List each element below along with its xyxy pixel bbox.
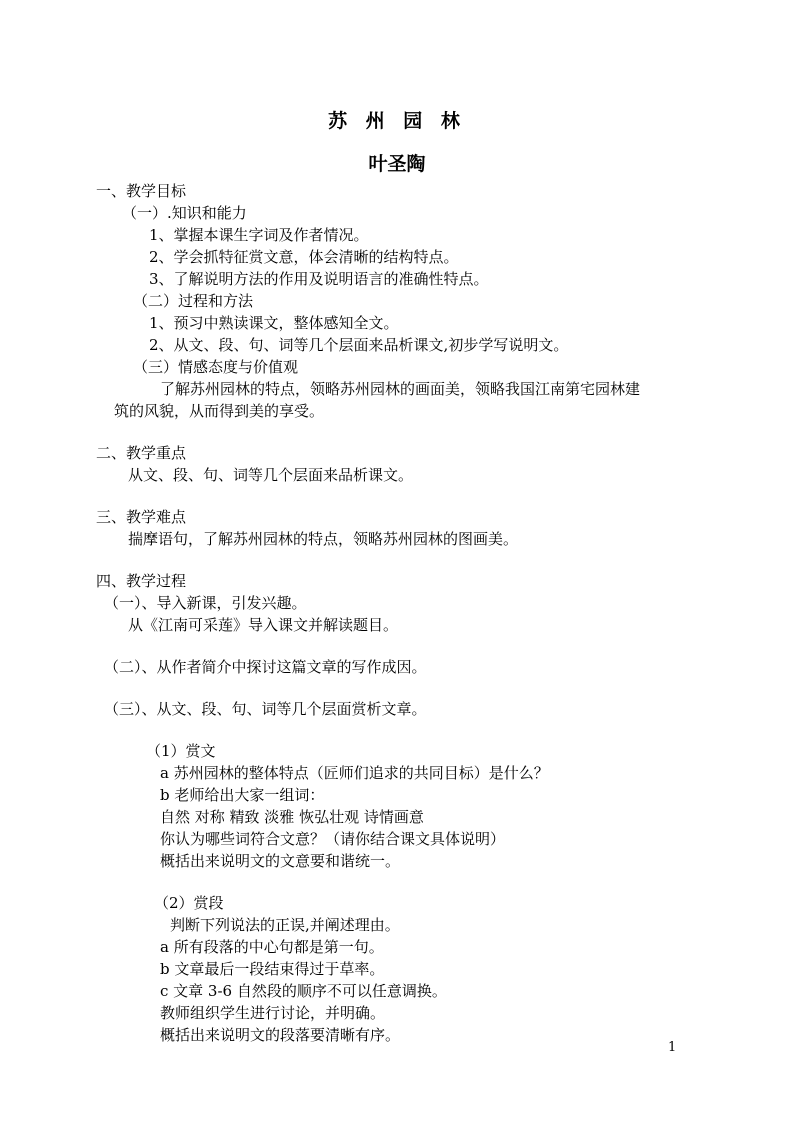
step-heading: （一）、导入新课，引发兴趣。	[104, 594, 307, 612]
list-item: 3、了解说明方法的作用及说明语言的准确性特点。	[149, 270, 489, 288]
list-item: b 老师给出大家一组词：	[160, 786, 325, 804]
list-item: b 文章最后一段结束得过于草率。	[160, 960, 385, 978]
paragraph-line: 从文、段、句、词等几个层面来品析课文。	[128, 466, 414, 484]
section-heading-process: 四、教学过程	[96, 572, 187, 590]
page-number: 1	[668, 1040, 677, 1055]
paragraph-line: 了解苏州园林的特点，领略苏州园林的画面美，领略我国江南第宅园林建	[160, 380, 641, 398]
paragraph-line: 教师组织学生进行讨论，并明确。	[160, 1004, 386, 1022]
subsection-heading: （2）赏段	[154, 894, 224, 912]
paragraph-line: 概括出来说明文的文意要和谐统一。	[160, 852, 401, 870]
list-item: a 所有段落的中心句都是第一句。	[160, 938, 384, 956]
subsection-heading: （1）赏文	[146, 742, 216, 760]
paragraph-line: 筑的风貌，从而得到美的享受。	[114, 402, 325, 420]
section-heading-key-points: 二、教学重点	[96, 444, 187, 462]
list-item: c 文章 3-6 自然段的顺序不可以任意调换。	[160, 982, 447, 1000]
word-list: 自然 对称 精致 淡雅 恢弘壮观 诗情画意	[160, 808, 424, 826]
list-item: 1、掌握本课生字词及作者情况。	[149, 226, 369, 244]
step-heading: （二）、从作者简介中探讨这篇文章的写作成因。	[104, 658, 427, 676]
document-title: 苏 州 园 林	[328, 110, 466, 132]
paragraph-line: 揣摩语句，了解苏州园林的特点，领略苏州园林的图画美。	[128, 530, 519, 548]
list-item: 1、预习中熟读课文，整体感知全文。	[149, 314, 399, 332]
list-item: a 苏州园林的整体特点（匠师们追求的共同目标）是什么？	[160, 764, 549, 782]
paragraph-line: 你认为哪些词符合文意？（请你结合课文具体说明）	[160, 830, 506, 848]
list-item: 2、学会抓特征赏文意，体会清晰的结构特点。	[149, 248, 459, 266]
paragraph-line: 判断下列说法的正误,并阐述理由。	[170, 916, 400, 934]
document-author: 叶圣陶	[368, 153, 426, 175]
section-heading-difficulties: 三、教学难点	[96, 508, 187, 526]
step-heading: （三）、从文、段、句、词等几个层面赏析文章。	[104, 700, 427, 718]
subheading-knowledge: （一）.知识和能力	[122, 204, 247, 222]
subheading-attitude: （三）情感态度与价值观	[133, 358, 299, 376]
paragraph-line: 从《江南可采莲》导入课文并解读题目。	[128, 616, 399, 634]
subheading-process: （二）过程和方法	[133, 292, 254, 310]
paragraph-line: 概括出来说明文的段落要清晰有序。	[160, 1026, 401, 1044]
section-heading-objectives: 一、教学目标	[96, 182, 187, 200]
list-item: 2、从文、段、句、词等几个层面来品析课文,初步学写说明文。	[149, 336, 569, 354]
